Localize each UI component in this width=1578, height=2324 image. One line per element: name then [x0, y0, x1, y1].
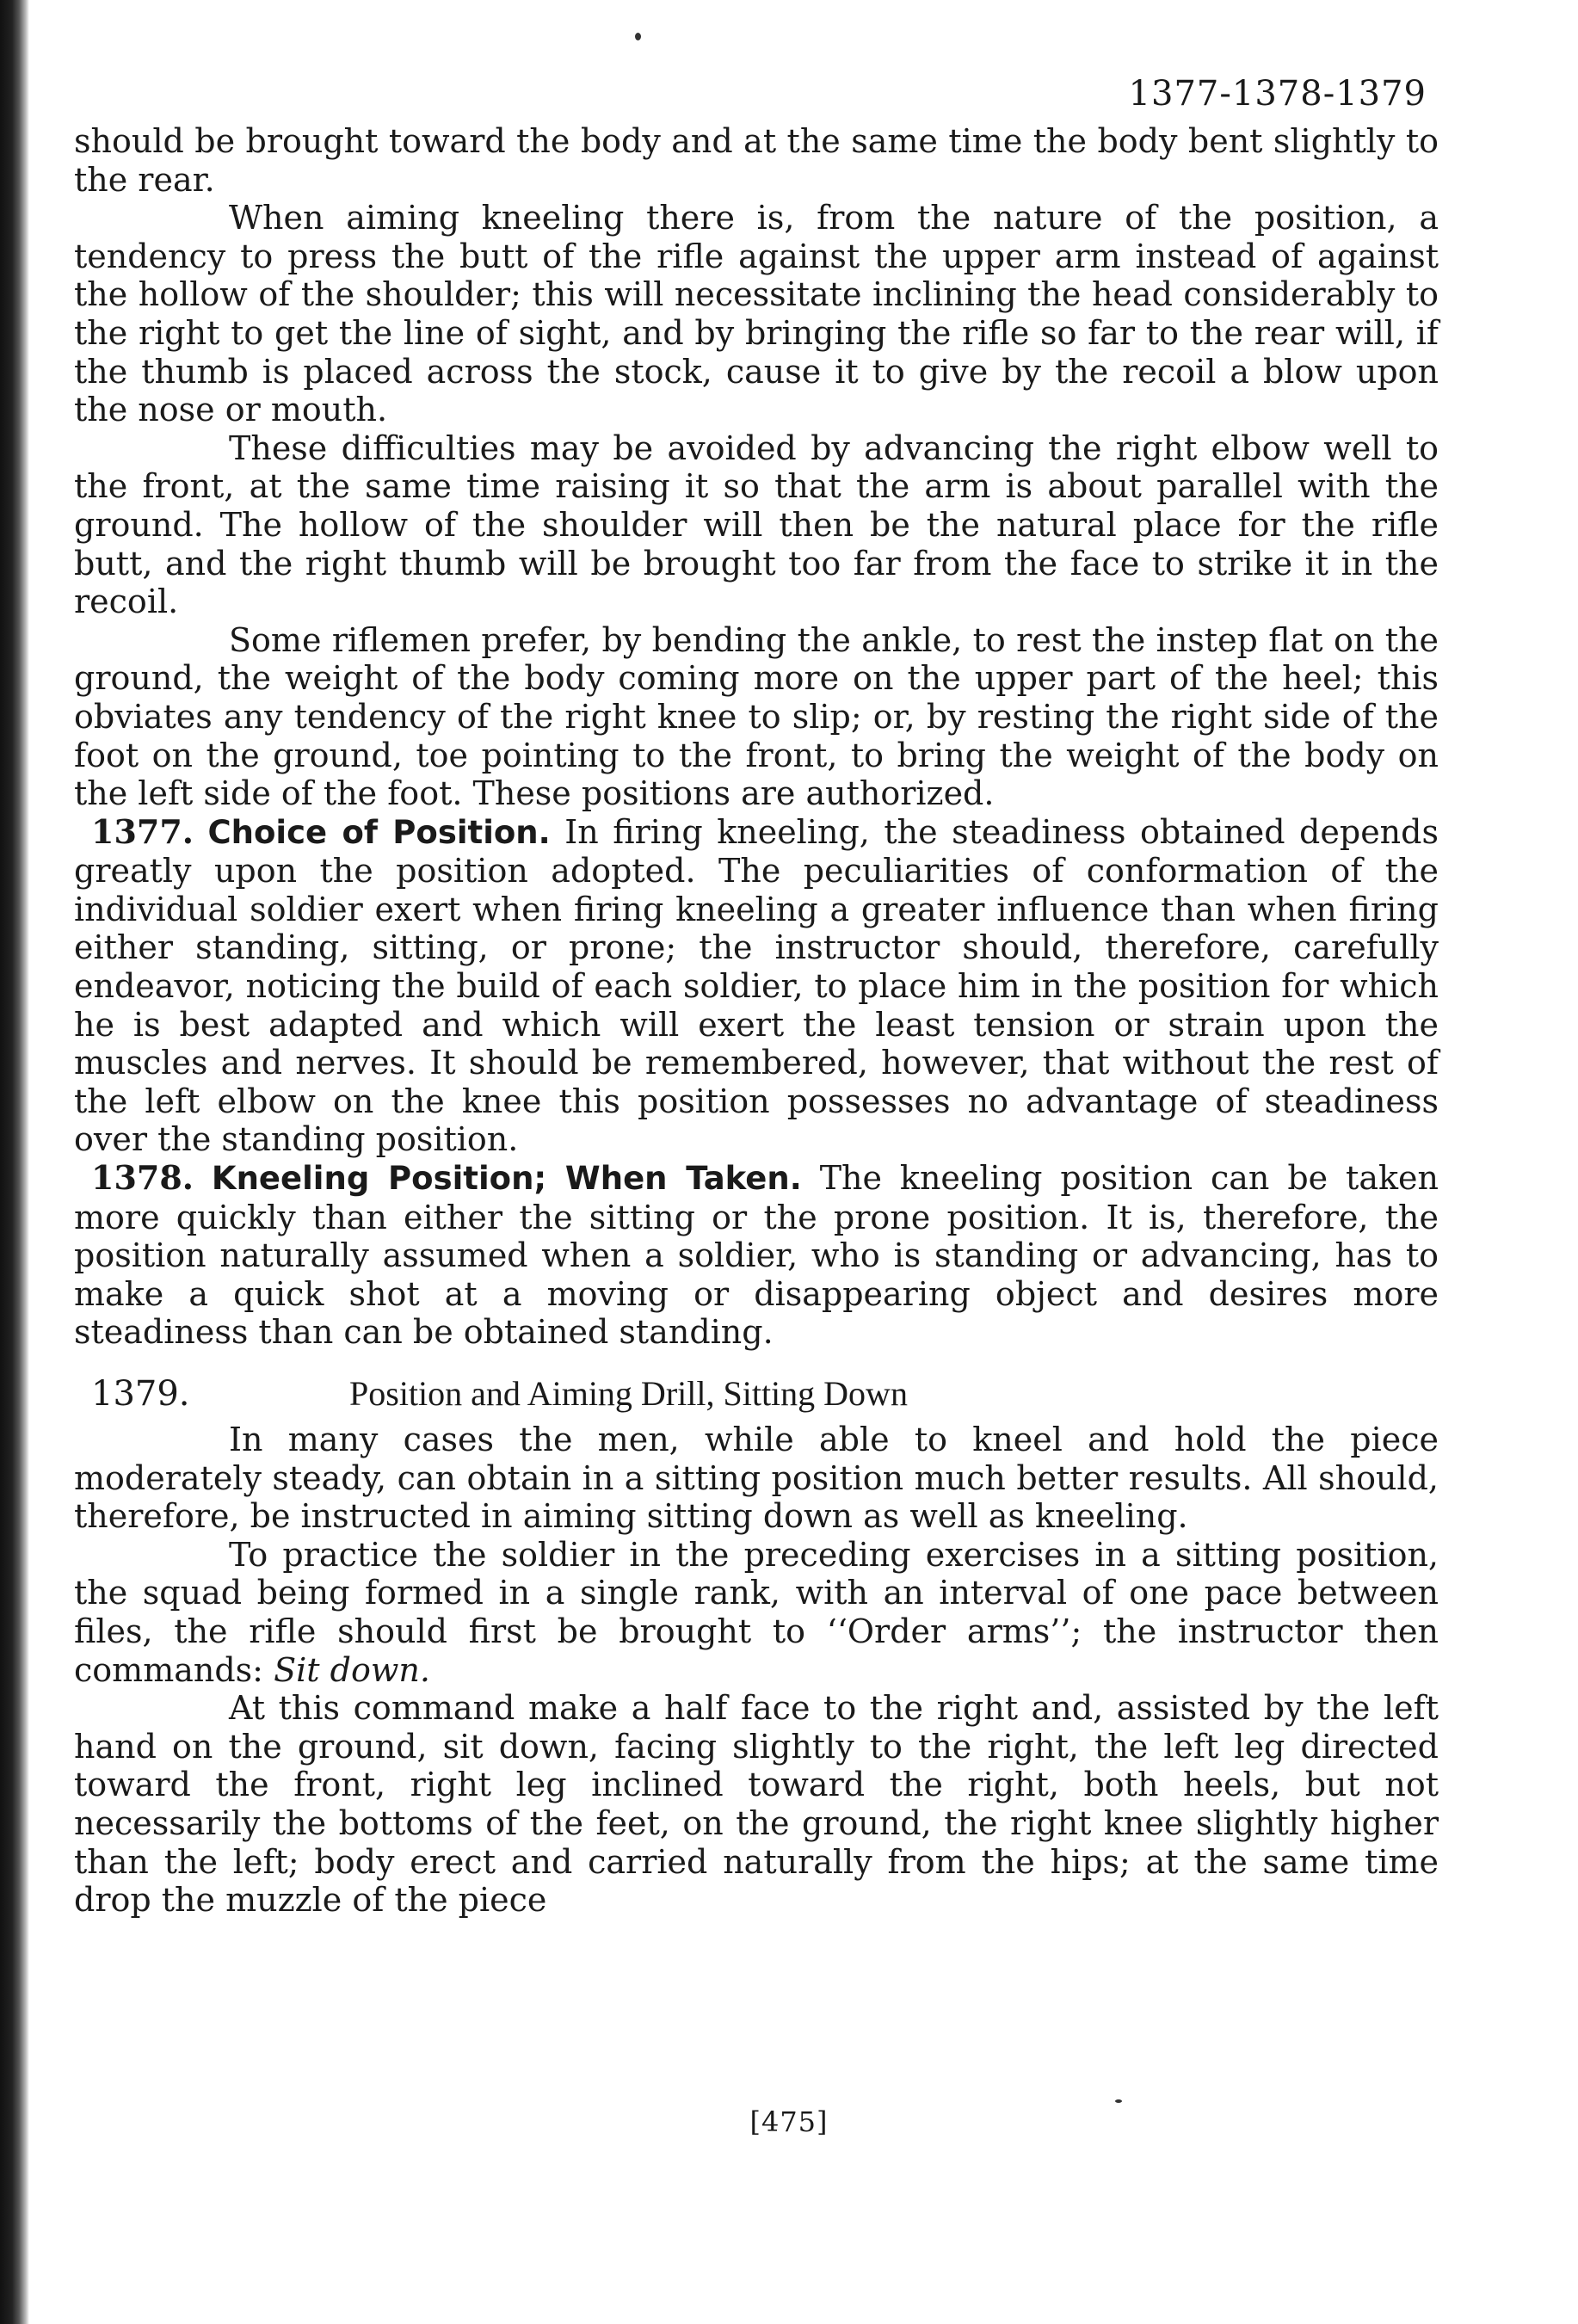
section-title: Choice of Position. — [207, 813, 551, 851]
section-text: The kneeling position can be taken more quickly than either the sitting or the prone position. It is, therefore, the position naturally assumed when a soldier, who is standing or advancing, has to make a quick shot at a moving or disappearing object and desires more steadiness than can be obtained standing. — [74, 1159, 1439, 1352]
body-text — [74, 122, 1439, 1920]
section-number: 1377. — [91, 811, 194, 851]
page-number: [475] — [749, 2105, 829, 2138]
paragraph-difficulties: These difficulties may be avoided by advancing the right elbow well to the front, at the same time raising it so that the arm is about parallel with the ground. The hollow of the shoulder will then be the natural place for the rifle butt, and the right thumb will be brought too far from the face to strike it in the recoil. — [74, 428, 1439, 621]
section-1377 — [74, 813, 1439, 1159]
ink-speck — [635, 33, 641, 40]
paragraph-aiming-kneeling: When aiming kneeling there is, from the nature of the position, a tendency to press the butt of the rifle against the upper arm instead of against the hollow of the shoulder; this will necessitate inclining the head considerably to the right to get the line of sight, and by bringing the rifle so far to the rear will, if the thumb is placed across the stock, cause it to give by the recoil a blow upon the nose or mouth. — [74, 199, 1439, 429]
ink-speck — [1115, 2099, 1122, 2103]
command-sit-down: Sit down. — [274, 1650, 430, 1689]
paragraph-continuation: should be brought toward the body and at the same time the body bent slightly to the rear. — [74, 122, 1439, 199]
paragraph-sitting-results: In many cases the men, while able to kneel and hold the piece moderately steady, can obtain in a sitting position much better results. All should, therefore, be instructed in aiming sitting down as well as kneeling. — [74, 1421, 1439, 1536]
heading-number: 1379. — [91, 1374, 190, 1414]
section-text: In firing kneeling, the steadiness obtained depends greatly upon the position adopted. The peculiarities of conformation of the individual soldier exert when firing kneeling a greater influence than when firing either standing, sitting, or prone; the instructor should, therefore, carefully endeavor, noticing the build of each soldier, to place him in the position for which he is best adapted and which will exert the least tension or strain upon the muscles and nerves. It should be remembered, however, that without the rest of the left elbow on the knee this position possesses no advantage of steadiness over the standing position. — [74, 812, 1439, 1159]
section-number: 1378. — [91, 1158, 194, 1198]
binding-edge — [0, 0, 29, 2324]
paragraph-riflemen-prefer: Some riflemen prefer, by bending the ankle, to rest the instep flat on the ground, the weight of the body coming more on the upper part of the heel; this obviates any tendency of the right knee to slip; or, by resting the right side of the foot on the ground, toe pointing to the front, to bring the weight of the body on the left side of the foot. These positions are authorized. — [74, 620, 1439, 813]
running-header-section-numbers: 1377-1378-1379 — [1128, 74, 1427, 114]
heading-title: Position and Aiming Drill, Sitting Down — [349, 1374, 908, 1413]
section-1378 — [74, 1159, 1439, 1352]
paragraph-practice-sitting — [74, 1536, 1439, 1689]
section-heading-1379 — [74, 1374, 1439, 1414]
section-title: Kneeling Position; When Taken. — [211, 1160, 802, 1198]
practice-text: To practice the soldier in the preceding exercises in a sitting position, the squad being formed in a single rank, with an interval of one pace between files, the rifle should first be brought to ‘‘Order arms’’; the instructor then commands: — [74, 1535, 1439, 1689]
paragraph-half-face: At this command make a half face to the right and, assisted by the left hand on the ground, sit down, facing slightly to the right, the left leg directed toward the front, right leg inclined toward the right, both heels, but not necessarily the bottoms of the feet, on the ground, the right knee slightly higher than the left; body erect and carried naturally from the hips; at the same time drop the muzzle of the piece — [74, 1689, 1439, 1920]
